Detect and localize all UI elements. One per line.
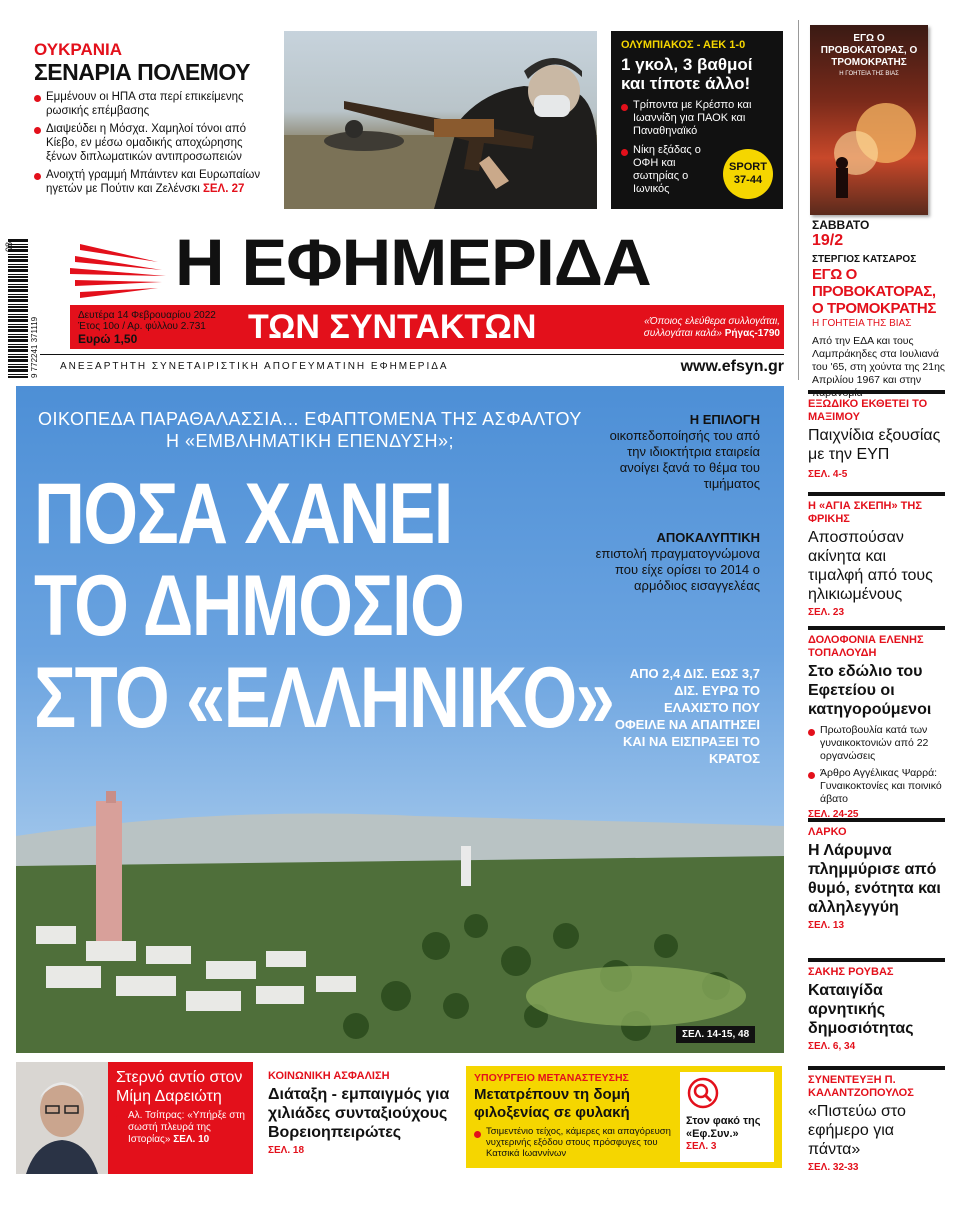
sidebar-kicker: ΔΟΛΟΦΟΝΙΑ ΕΛΕΝΗΣ ΤΟΠΑΛΟΥΔΗ [808, 634, 924, 659]
book-subtitle: Η ΓΟΗΤΕΙΑ ΤΗΣ ΒΙΑΣ [812, 318, 912, 329]
migration-kicker: ΥΠΟΥΡΓΕΙΟ ΜΕΤΑΝΑΣΤΕΥΣΗΣ [474, 1072, 629, 1084]
lead-headline-line: ΠΟΣΑ ΧΑΝΕΙ [34, 466, 452, 562]
sidebar-kicker: ΣΥΝΕΝΤΕΥΞΗ Π. ΚΑΛΑΝΤΖΟΠΟΥΛΟΣ [808, 1074, 914, 1099]
masthead-quote-author: Ρήγας-1790 [724, 328, 780, 339]
book-date: 19/2 [812, 232, 844, 249]
sidebar-kicker: ΛΑΡΚΟ [808, 826, 847, 838]
masthead-tagline-bar [40, 354, 784, 380]
obituary-page: ΣΕΛ. 10 [173, 1134, 210, 1145]
masthead-price: Ευρώ 1,50 [78, 332, 138, 346]
soldier-photo-art [284, 31, 597, 209]
sidebar-page: ΣΕΛ. 24-25 [808, 809, 859, 820]
book-cover-subtitle: Η ΓΟΗΤΕΙΑ ΤΗΣ ΒΙΑΣ [839, 71, 899, 77]
ukraine-bullet: Εμμένουν οι ΗΠΑ στα περί επικείμενης ρωσικής επέμβασης [34, 90, 274, 118]
sidebar-page: ΣΕΛ. 4-5 [808, 469, 848, 480]
sidebar-kicker: Η «ΑΓΙΑ ΣΚΕΠΗ» ΤΗΣ ΦΡΙΚΗΣ [808, 500, 922, 525]
barcode-code: 08 [4, 241, 14, 252]
sidebar-page: ΣΕΛ. 32-33 [808, 1162, 859, 1173]
sidebar-story-topaloudi[interactable] [808, 626, 945, 818]
lead-side-2 [590, 530, 760, 594]
sidebar-kicker: ΣΑΚΗΣ ΡΟΥΒΑΣ [808, 966, 894, 978]
ukraine-bullet [34, 168, 274, 196]
masthead-quote [610, 316, 780, 340]
lead-headline-line: ΤΟ ΔΗΜΟΣΙΟ [34, 558, 464, 654]
social-security-story[interactable] [268, 1070, 453, 1156]
ukraine-bullet-text: Ανοιχτή γραμμή Μπάιντεν και Ευρωπαίων ηγετών με Πούτιν και Ζελένσκι [46, 169, 261, 195]
masthead-date: Δευτέρα 14 Φεβρουαρίου 2022 [78, 310, 216, 321]
masthead-subtitle: ΤΩΝ ΣΥΝΤΑΚΤΩΝ [248, 308, 537, 346]
lead-side-2-text: επιστολή πραγματογνώμονα που είχε ορίσει το 2014 ο αρμόδιος εισαγγελέας [595, 546, 760, 593]
book-title: ΕΓΩ Ο ΠΡΟΒΟΚΑΤΟΡΑΣ, Ο ΤΡΟΜΟΚΡΑΤΗΣ [812, 266, 936, 317]
lead-side-1 [590, 412, 760, 492]
social-title: Διάταξη - εμπαιγμός για χιλιάδες συνταξιούχους Βορειοηπειρώτες [268, 1086, 450, 1141]
soldier-photo [284, 31, 597, 209]
sidebar-title: Η Λάρυμνα πλημμύρισε από θυμό, ενότητα και αλληλεγγύη [808, 842, 941, 916]
ukraine-story[interactable] [34, 40, 274, 196]
obituary-photo [16, 1062, 108, 1174]
logo-arrows-icon [70, 234, 170, 304]
barcode-number: 9 772241 371119 [30, 316, 39, 378]
obituary-title: Στερνό αντίο στον Μίμη Δαρειώτη [116, 1069, 243, 1105]
sport-bullet: Νίκη εξάδας ο ΟΦΗ και σωτηρίας ο Ιωνικός [621, 144, 713, 196]
masthead-website[interactable]: www.efsyn.gr [680, 358, 784, 375]
sidebar-title: Στο εδώλιο του Εφετείου οι κατηγορούμενοι [808, 663, 932, 718]
logo-mark [70, 234, 170, 304]
migration-box[interactable] [466, 1066, 782, 1168]
ukraine-title: ΣΕΝΑΡΙΑ ΠΟΛΕΜΟΥ [34, 59, 250, 85]
obituary-text-content: Αλ. Τσίπρας: «Υπήρξε στη σωστή πλευρά της Ιστορίας» [128, 1110, 245, 1145]
sidebar-story-larko[interactable] [808, 818, 945, 958]
obituary-portrait [16, 1062, 108, 1174]
sidebar-title: Αποσπούσαν ακίνητα και τιμαλφή από τους ηλικιωμένους [808, 529, 933, 603]
sidebar-page: ΣΕΛ. 13 [808, 920, 845, 931]
sidebar-page: ΣΕΛ. 23 [808, 607, 845, 618]
ukraine-bullet: Διαψεύδει η Μόσχα. Χαμηλοί τόνοι από Κίεβο, εν μέσω ομαδικής αποχώρησης ξένων διπλωματικών αντιπροσωπειών [34, 122, 274, 164]
sidebar-kicker: ΕΞΩΔΙΚΟ ΕΚΘΕΤΕΙ ΤΟ ΜΑΞΙΜΟΥ [808, 398, 928, 423]
ukraine-page-ref: ΣΕΛ. 27 [202, 183, 245, 195]
book-day: ΣΑΒΒΑΤΟ [812, 218, 870, 232]
focus-panel[interactable] [680, 1072, 774, 1162]
lead-kicker: ΟΙΚΟΠΕΔΑ ΠΑΡΑΘΑΛΑΣΣΙΑ... ΕΦΑΠΤΟΜΕΝΑ ΤΗΣ ΑΣΦΑΛΤΟΥ Η «ΕΜΒΛΗΜΑΤΙΚΗ ΕΠΕΝΔΥΣΗ»; [38, 409, 582, 451]
masthead-quote-text: «Όποιος ελεύθερα συλλογάται, συλλογάται καλά» [643, 316, 780, 339]
lead-side-1-text: οικοπεδοποίησής του από την ιδιοκτήτρια εταιρεία ανοίγει ξανά το θέμα του τιμήματος [609, 428, 760, 491]
book-author: ΣΤΕΡΓΙΟΣ ΚΑΤΣΑΡΟΣ [812, 254, 917, 265]
lead-side-2-bold: ΑΠΟΚΑΛΥΠΤΙΚΗ [656, 530, 760, 545]
masthead-title: Η ΕΦΗΜΕΡΙΔΑ [175, 225, 651, 299]
focus-page: ΣΕΛ. 3 [686, 1141, 717, 1152]
masthead-issue: Έτος 10ο / Αρ. φύλλου 2.731 [78, 321, 206, 332]
book-cover-art [816, 83, 922, 203]
sport-kicker: ΟΛΥΜΠΙΑΚΟΣ - ΑΕΚ 1-0 [621, 39, 746, 51]
sport-badge-label: SPORT [729, 161, 767, 173]
book-cover-title: ΕΓΩ Ο ΠΡΟΒΟΚΑΤΟΡΑΣ, Ο ΤΡΟΜΟΚΡΑΤΗΣ [820, 33, 918, 68]
sidebar-bullet: Άρθρο Αγγέλικας Ψαρρά: Γυναικοκτονίες και ποινικό άβατο [808, 767, 945, 806]
right-column-divider [798, 20, 799, 380]
sport-badge-pages: 37-44 [733, 174, 763, 186]
sidebar-bullet: Πρωτοβουλία κατά των γυναικοκτονιών από 22 οργανώσεις [808, 724, 945, 763]
sidebar-title: Καταιγίδα αρνητικής δημοσιότητας [808, 982, 914, 1037]
migration-text: Τσιμεντένιο τείχος, κάμερες και απαγόρευση νυχτερινής εξόδου στους πρόσφυγες του Κατσικά Ιωαννίνων [474, 1126, 674, 1159]
sport-bullet: Τρίποντα με Κρέσπο και Ιωαννίδη για ΠΑΟΚ και Παναθηναϊκό [621, 99, 773, 138]
obituary-text [116, 1110, 245, 1146]
magnifier-icon [686, 1076, 720, 1110]
lead-headline [34, 466, 614, 746]
barcode [4, 238, 39, 378]
sidebar [808, 390, 945, 1206]
sidebar-title: «Πιστεύω στο εφήμερο για πάντα» [808, 1103, 906, 1158]
masthead-tagline: ΑΝΕΞΑΡΤΗΤΗ ΣΥΝΕΤΑΙΡΙΣΤΙΚΗ ΑΠΟΓΕΥΜΑΤΙΝΗ ΕΦΗΜΕΡΙΔΑ [60, 361, 449, 372]
lead-side-3: ΑΠΟ 2,4 ΔΙΣ. ΕΩΣ 3,7 ΔΙΣ. ΕΥΡΩ ΤΟ ΕΛΑΧΙΣΤΟ ΠΟΥ ΟΦΕΙΛΕ ΝΑ ΑΠΑΙΤΗΣΕΙ ΚΑΙ ΝΑ ΕΙΣΠΡΑΞΕΙ ΤΟ ΚΡΑΤΟΣ [614, 666, 760, 766]
sidebar-story-agia-skepi[interactable] [808, 492, 945, 626]
sport-badge[interactable] [723, 149, 773, 199]
sidebar-story-eyp[interactable] [808, 390, 945, 492]
migration-title: Μετατρέπουν τη δομή φιλοξενίας σε φυλακή [474, 1086, 630, 1121]
focus-title: Στον φακό της «Εφ.Συν.» [686, 1115, 761, 1140]
sport-box[interactable] [611, 31, 783, 209]
lead-page-ref[interactable]: ΣΕΛ. 14-15, 48 [676, 1026, 755, 1043]
sidebar-title: Παιχνίδια εξουσίας με την ΕΥΠ [808, 427, 941, 463]
social-kicker: ΚΟΙΝΩΝΙΚΗ ΑΣΦΑΛΙΣΗ [268, 1070, 390, 1082]
book-text: Από την ΕΔΑ και τους Λαμπράκηδες στα Ιουλιανά του '65, στη χούντα της 21ης Απριλίου 1967 και στην παρανομία [812, 335, 945, 399]
sidebar-story-interview[interactable] [808, 1066, 945, 1206]
obituary-box[interactable] [108, 1062, 253, 1174]
book-promo[interactable] [812, 219, 947, 400]
sidebar-story-rouvas[interactable] [808, 958, 945, 1066]
book-cover[interactable] [810, 25, 928, 215]
sport-title: 1 γκολ, 3 βαθμοί και τίποτε άλλο! [621, 55, 753, 93]
social-page: ΣΕΛ. 18 [268, 1145, 305, 1156]
lead-headline-line: ΣΤΟ «ΕΛΛΗΝΙΚΟ» [34, 650, 614, 746]
lead-side-1-bold: Η ΕΠΙΛΟΓΗ [689, 412, 760, 427]
ukraine-kicker: ΟΥΚΡΑΝΙΑ [34, 40, 122, 59]
sidebar-page: ΣΕΛ. 6, 34 [808, 1041, 856, 1052]
